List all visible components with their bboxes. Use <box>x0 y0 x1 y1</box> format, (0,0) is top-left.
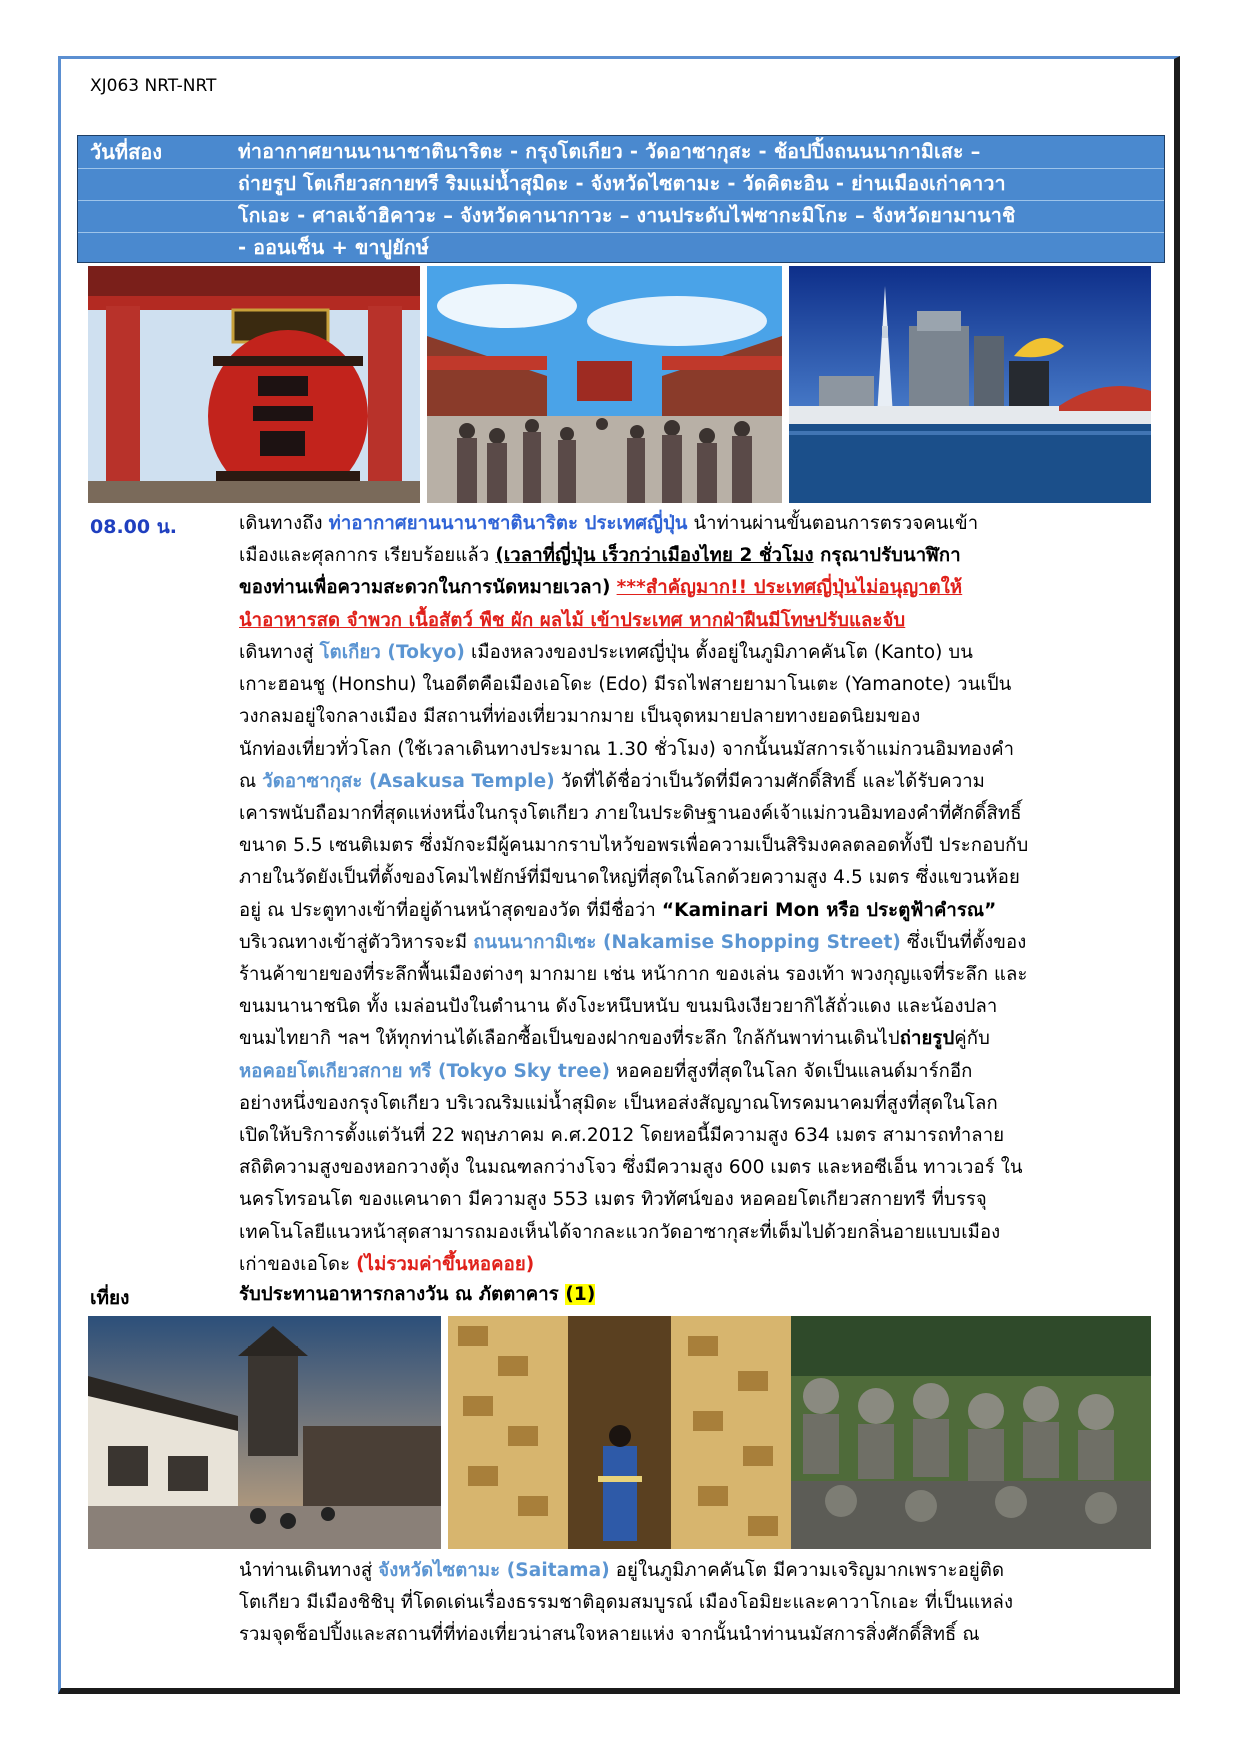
saitama-highlight: จังหวัดไซตามะ (Saitama) <box>378 1560 610 1581</box>
text-line <box>239 1056 1151 1088</box>
kaminarimon-gate-photo <box>88 266 420 503</box>
photo-stop-highlight: ถ่ายรูป <box>899 1028 955 1050</box>
text-run: คู่กับ <box>954 1028 990 1050</box>
text-line: นักท่องเที่ยวทั่วโลก (ใช้เวลาเดินทางประมาณ 1.30 ชั่วโมง) จากนั้นนมัสการเจ้าแม่กวนอิมทองคำ <box>239 738 1015 760</box>
text-line <box>239 766 1151 798</box>
text-line <box>239 1555 1151 1587</box>
tokyo-paragraph <box>239 637 1151 1281</box>
important-warning: นำอาหารสด จำพวก เนื้อสัตว์ พืช ผัก ผลไม้ เข้าประเทศ หากฝ่าฝืนมีโทษปรับและจับ <box>239 609 906 631</box>
text-run: เมืองหลวงของประเทศญี่ปุ่น ตั้งอยู่ในภูมิภาคคันโต (Kanto) บน <box>464 642 974 663</box>
day-header-box <box>77 135 1165 263</box>
text-line: ภายในวัดยังเป็นที่ตั้งของโคมไฟยักษ์ที่มีขนาดใหญ่ที่สุดในโลกด้วยความสูง 4.5 เมตร ซึ่งแขวนห้อย <box>239 867 1020 889</box>
text-line: นครโทรอนโต ของแคนาดา มีความสูง 553 เมตร ทิวทัศน์ของ หอคอยโตเกียวสกายทรี ที่บรรจุ <box>239 1189 987 1211</box>
tokyo-skytree-photo <box>789 266 1151 503</box>
text-run: อยู่ในภูมิภาคคันโต มีความเจริญมากเพราะอยู่ติด <box>609 1560 1005 1581</box>
lunch-line <box>239 1279 1151 1311</box>
text-line: ร้านค้าขายของที่ระลึกพื้นเมืองต่างๆ มากมาย เช่น หน้ากาก ของเล่น รองเท้า พวงกุญแจที่ระลึก และ <box>239 964 1028 986</box>
text-line <box>239 572 1151 604</box>
time-difference-note: (เวลาที่ญี่ปุ่น เร็วกว่าเมืองไทย 2 ชั่วโมง <box>495 545 814 567</box>
asakusa-highlight: วัดอาซากุสะ (Asakusa Temple) <box>262 770 555 792</box>
text-line <box>239 1249 1151 1281</box>
text-run: นำท่านผ่านขั้นตอนการตรวจคนเข้า <box>687 513 979 534</box>
text-run: ณ <box>239 770 263 792</box>
arrival-paragraph <box>239 508 1151 637</box>
time-0800: 08.00 น. <box>90 516 177 538</box>
text-line: รวมจุดช็อปปิ้งและสถานที่ที่ท่องเที่ยวน่าสนใจหลายแห่ง จากนั้นนำท่านนมัสการสิ่งศักดิ์สิทธิ์ ณ <box>239 1624 980 1646</box>
text-line: เกาะฮอนชู (Honshu) ในอดีตคือเมืองเอโดะ (Edo) มีรถไฟสายยามาโนเตะ (Yamanote) วนเป็น <box>239 674 1012 696</box>
text-line <box>239 1023 1151 1055</box>
skytree-highlight: หอคอยโตเกียวสกาย ทรี (Tokyo Sky tree) <box>239 1060 611 1082</box>
route-line: โกเอะ - ศาลเจ้าฮิคาวะ – จังหวัดคานากาวะ – งานประดับไฟซากะมิโกะ – จังหวัดยามานาชิ <box>238 204 1016 227</box>
meal-number-badge: (1) <box>565 1284 596 1305</box>
nakamise-highlight: ถนนนากามิเซะ (Nakamise Shopping Street) <box>473 931 901 953</box>
day-route <box>238 136 1160 264</box>
text-run: เก่าของเอโดะ <box>239 1253 357 1275</box>
text-line: วงกลมอยู่ใจกลางเมือง มีสถานที่ท่องเที่ยวมากมาย เป็นจุดหมายปลายทางยอดนิยมของ <box>239 706 921 728</box>
text-line: สถิติความสูงของหอกวางตุ้ง ในมณฑลกว่างโจว ซึ่งมีความสูง 600 เมตร และหอซีเอ็น ทาวเวอร์ ใน <box>239 1157 1023 1179</box>
route-line: - ออนเซ็น + ขาปูยักษ์ <box>238 236 429 259</box>
text-run: ของท่านเพื่อความสะดวกในการนัดหมายเวลา) <box>239 577 611 599</box>
text-line: อย่างหนึ่งของกรุงโตเกียว บริเวณริมแม่น้ำสุมิดะ เป็นหอส่งสัญญาณโทรคมนาคมที่สูงที่สุดในโลก <box>239 1092 998 1114</box>
route-line: ท่าอากาศยานนานาชาตินาริตะ - กรุงโตเกียว - วัดอาซากุสะ - ช้อปปิ้งถนนนากามิเสะ – <box>238 140 981 163</box>
text-line <box>239 605 1151 637</box>
text-line <box>239 508 1151 540</box>
text-run: หอคอยที่สูงที่สุดในโลก จัดเป็นแลนด์มาร์กอีก <box>610 1060 973 1082</box>
text-line <box>239 895 1151 927</box>
text-run: บริเวณทางเข้าสู่ตัววิหารจะมี <box>239 931 474 953</box>
important-warning: ***สำคัญมาก!! ประเทศญี่ปุ่นไม่อนุญาตให้ <box>616 577 963 599</box>
time-lunch: เที่ยง <box>90 1287 130 1309</box>
text-run: รับประทานอาหารกลางวัน ณ ภัตตาคาร <box>239 1284 566 1305</box>
document-code: XJ063 NRT-NRT <box>90 76 217 96</box>
tokyo-highlight: โตเกียว (Tokyo) <box>319 642 465 663</box>
text-run: กรุณาปรับนาฬิกา <box>813 545 961 567</box>
text-line <box>239 1279 1151 1311</box>
text-line: เทคโนโลยีแนวหน้าสุดสามารถมองเห็นได้จากละแวกวัดอาซากุสะที่เต็มไปด้วยกลิ่นอายแบบเมือง <box>239 1221 1001 1243</box>
text-line: โตเกียว มีเมืองชิชิบุ ที่โดดเด่นเรื่องธรรมชาติอุดมสมบูรณ์ เมืองโอมิยะและคาวาโกเอะ ที่เป็นแหล่ง <box>239 1592 1014 1614</box>
text-run: เดินทางสู่ <box>239 642 320 663</box>
text-run: เมืองและศุลกากร เรียบร้อยแล้ว <box>239 545 496 567</box>
text-run: นำท่านเดินทางสู่ <box>239 1560 379 1581</box>
text-line: เคารพนับถือมากที่สุดแห่งหนึ่งในกรุงโตเกียว ภายในประดิษฐานองค์เจ้าแม่กวนอิมทองคำที่ศักดิ์สิทธิ์ <box>239 803 1022 825</box>
text-run: ขนมไทยากิ ฯลฯ ให้ทุกท่านได้เลือกซื้อเป็นของฝากของที่ระลึก ใกล้กันพาท่านเดินไป <box>239 1028 900 1050</box>
text-run: เดินทางถึง <box>239 513 329 534</box>
kaminari-mon-highlight: “Kaminari Mon หรือ ประตูฟ้าคำรณ” <box>661 899 997 921</box>
route-line: ถ่ายรูป โตเกียวสกายทรี ริมแม่น้ำสุมิดะ - จังหวัดไซตามะ - วัดคิตะอิน - ย่านเมืองเก่าคาวา <box>238 172 1006 195</box>
day-label: วันที่สอง <box>90 140 163 164</box>
saitama-paragraph <box>239 1555 1151 1652</box>
text-line: เปิดให้บริการตั้งแต่วันที่ 22 พฤษภาคม ค.ศ.2012 โดยหอนี้มีความสูง 634 เมตร สามารถทำลาย <box>239 1125 1005 1147</box>
text-line <box>239 927 1151 959</box>
text-line: ขนมนานาชนิด ทั้ง เมล่อนปังในตำนาน ดังโงะหนึบหนับ ขนมนิงเงียวยากิไส้ถั่วแดง และน้องปลา <box>239 996 998 1018</box>
text-run: ซึ่งเป็นที่ตั้งของ <box>900 931 1027 953</box>
excluded-fee-note: (ไม่รวมค่าขึ้นหอคอย) <box>356 1253 535 1275</box>
text-run: อยู่ ณ ประตูทางเข้าที่อยู่ด้านหน้าสุดของวัด ที่มีชื่อว่า <box>239 899 662 921</box>
text-line: ขนาด 5.5 เซนติเมตร ซึ่งมักจะมีผู้คนมากราบไหว้ขอพรเพื่อความเป็นสิริมงคลตลอดทั้งปี ประกอบกับ <box>239 835 1029 857</box>
text-run: วัดที่ได้ชื่อว่าเป็นวัดที่มีความศักดิ์สิทธิ์ และได้รับความ <box>554 770 985 792</box>
hikawa-shrine-photo <box>448 1316 791 1549</box>
text-line <box>239 540 1151 572</box>
kitain-rakan-statues-photo <box>791 1316 1151 1549</box>
kawagoe-old-town-photo <box>88 1316 441 1549</box>
nakamise-street-photo <box>427 266 782 503</box>
narita-airport-highlight: ท่าอากาศยานนานาชาตินาริตะ ประเทศญี่ปุ่น <box>328 513 688 534</box>
text-line <box>239 637 1151 669</box>
